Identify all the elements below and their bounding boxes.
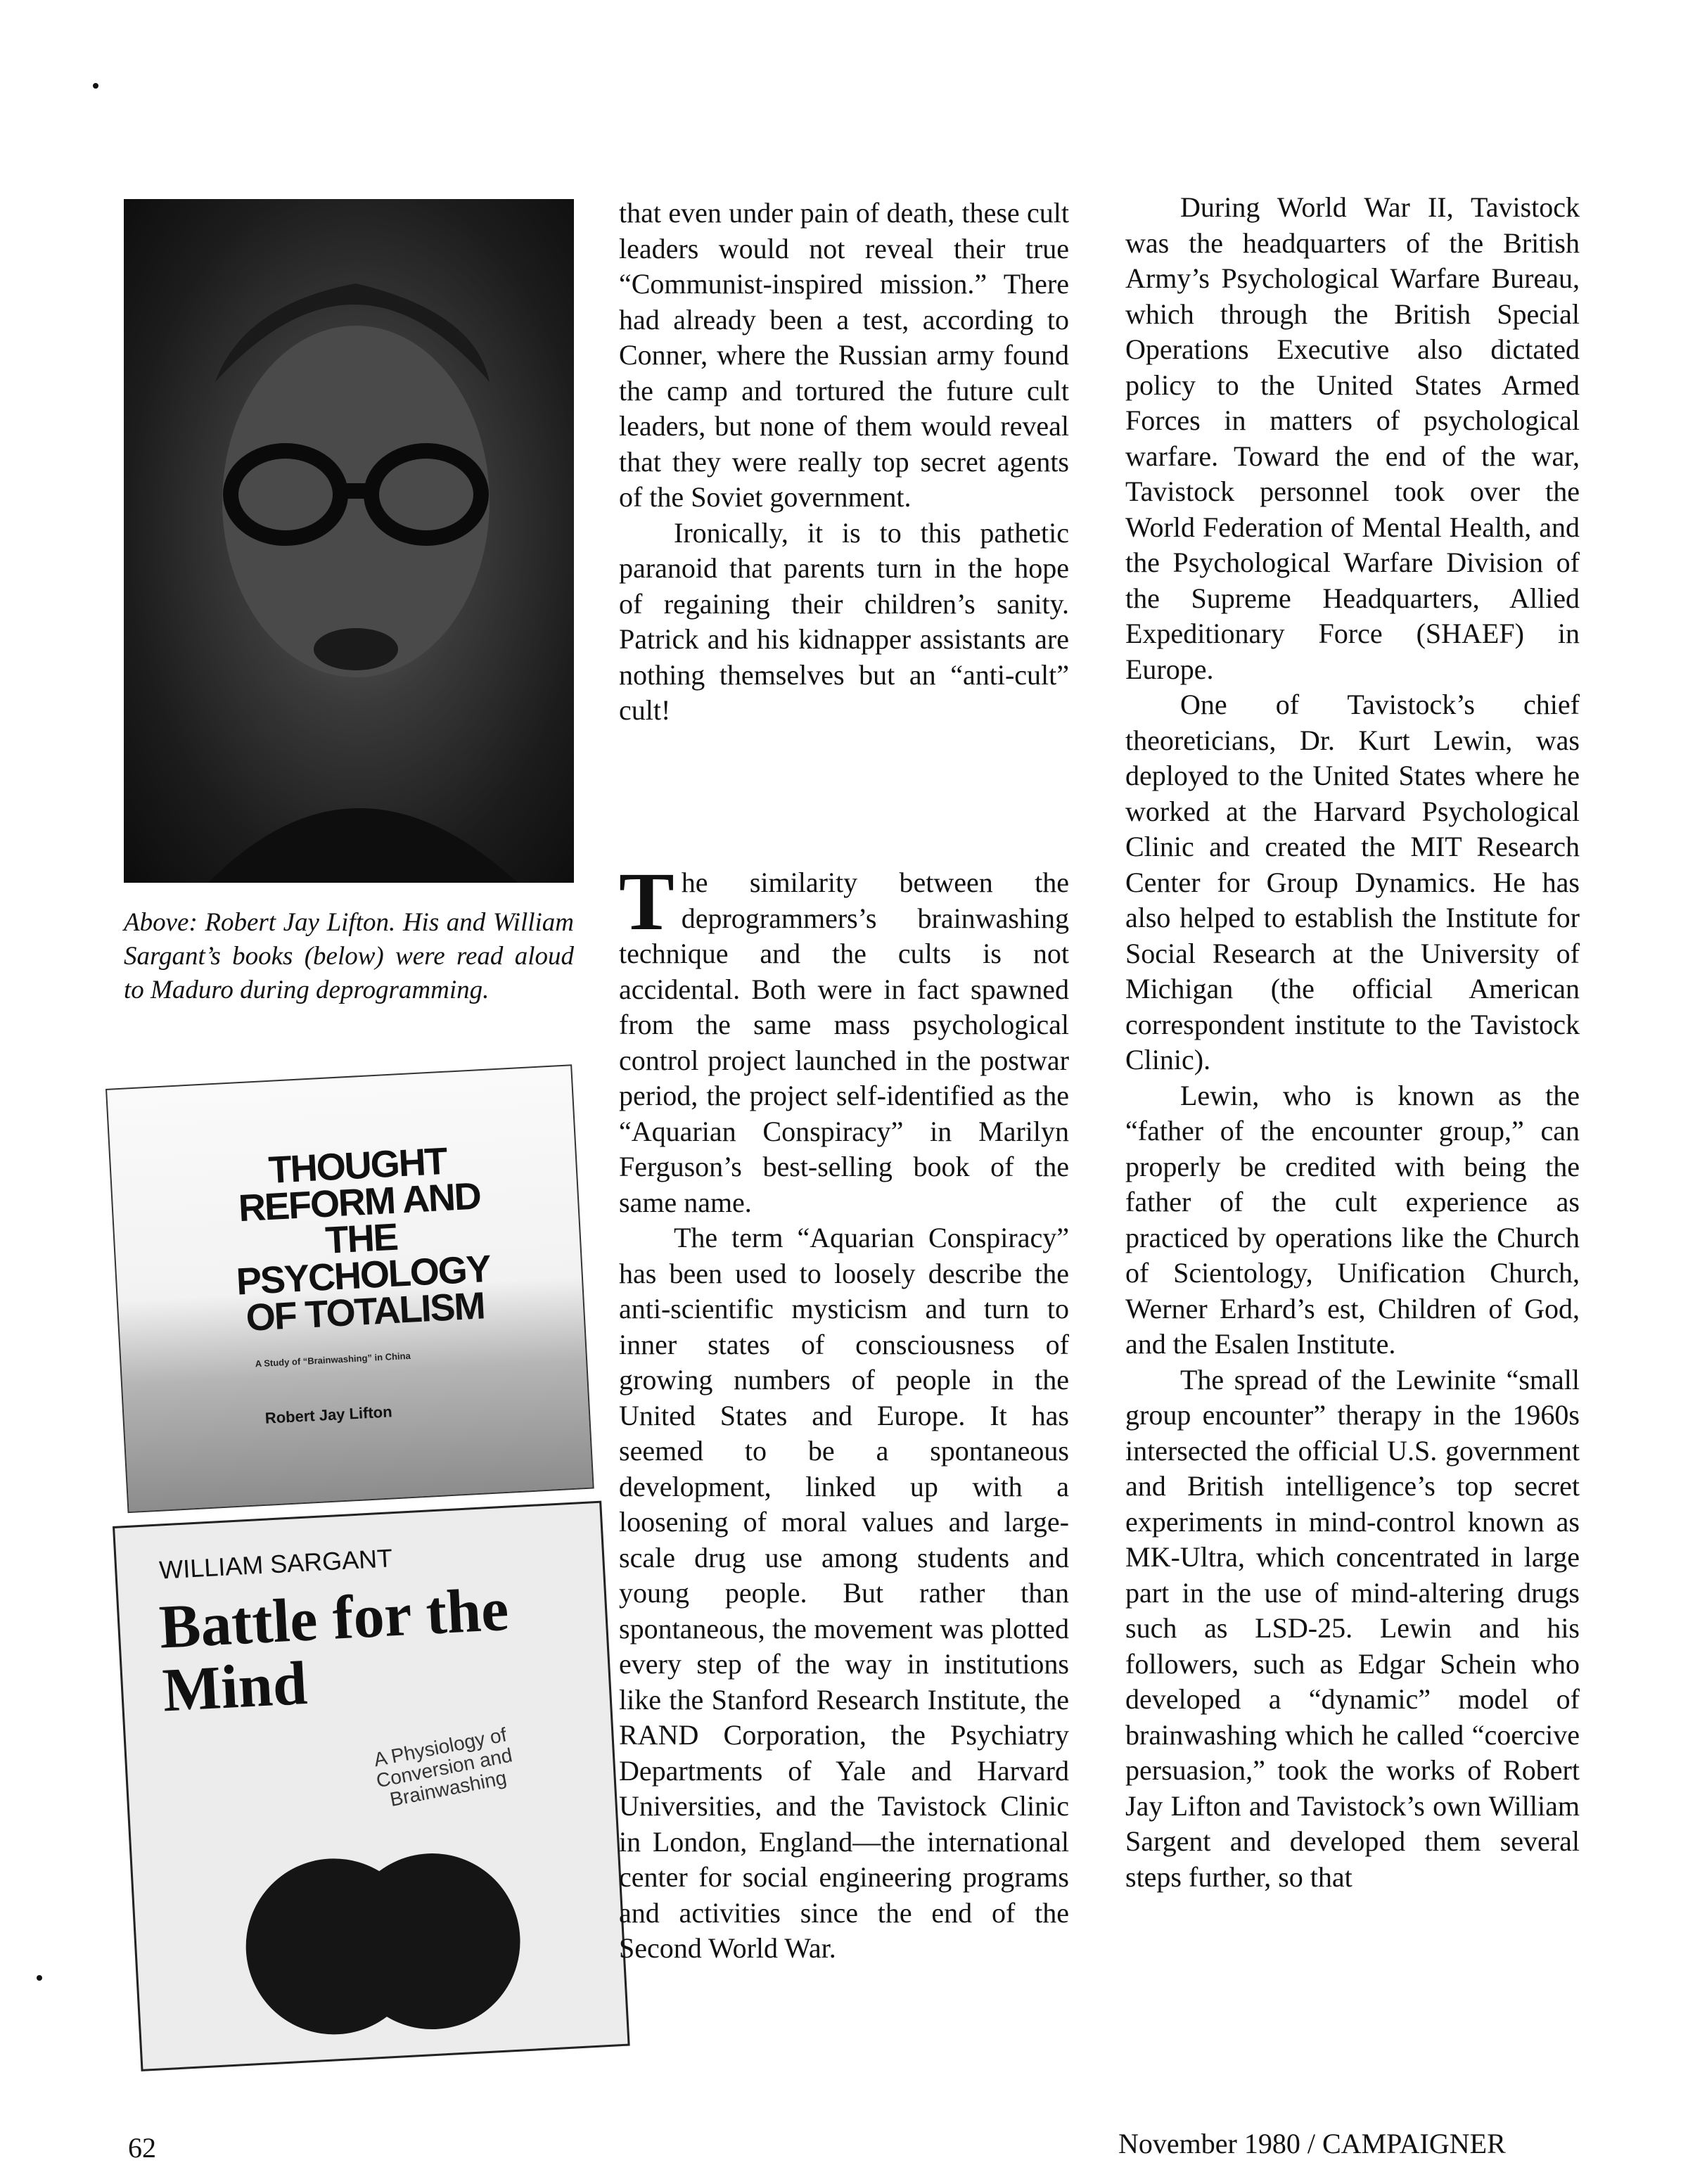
page-number: 62 (128, 2132, 156, 2164)
portrait-illustration (124, 199, 574, 883)
paragraph-text: he similarity between the deprogrammers’s brainwashing technique and the cults is not accidental. Both were in fact spawned from the same mass psychological control project launched in the postwar period, the project self-identified as the “Aquarian Conspiracy” in Marilyn Ferguson’s best-selling book of the same name. (619, 867, 1069, 1218)
paragraph: that even under pain of death, these cult leaders would not reveal their true “Communist-inspired mission.” There had already been a test, according to Conner, where the Russian army found the camp and tortured the future cult leaders, but none of them would reveal that they were really top secret agents of the Soviet government. (619, 197, 1069, 513)
scan-speck (93, 83, 98, 89)
paragraph (619, 855, 1069, 1220)
book-cover-battle-for-the-mind (113, 1501, 630, 2071)
paragraph: Ironically, it is to this pathetic paranoid that parents turn in the hope of regaining their children’s sanity. Patrick and his kidnapper assistants are nothing themselves but an “anti-cult” cult! (619, 516, 1069, 726)
book1-title: THOUGHT REFORM AND THE PSYCHOLOGY OF TOTALISM (235, 1139, 492, 1339)
scan-speck (37, 1975, 42, 1981)
photo-caption: Above: Robert Jay Lifton. His and William Sargant’s books (below) were read aloud to Maduro during deprogramming. (124, 908, 574, 1004)
paragraph: The term “Aquarian Conspiracy” has been used to loosely describe the anti-scientific mysticism and turn to inner states of consciousness of growing numbers of people in the United States and Europe. It has seemed to be a spontaneous development, linked up with a loosening of moral values and large-scale drug use among students and young people. But rather than spontaneous, the movement was plotted every step of the way in institutions like the Stanford Research Institute, the RAND Corporation, the Psychiatry Departments of Yale and Harvard Universities, and the Tavistock Clinic in London, England—the international center for social engineering programs and activities since the end of the Second World War. (619, 1222, 1069, 1964)
paragraph: One of Tavistock’s chief theoreticians, Dr. Kurt Lewin, was deployed to the United States where he worked at the Harvard Psychological Clinic and created the MIT Research Center for Group Dynamics. He has also helped to establish the Institute for Social Research at the University of Michigan (the official American correspondent institute to the Tavistock Clinic). (1125, 689, 1580, 1075)
paragraph: During World War II, Tavistock was the headquarters of the British Army’s Psychological Warfare Bureau, which through the British Special Operations Executive also dictated policy to the United States Armed Forces in matters of psychological warfare. Toward the end of the war, Tavistock personnel took over the World Federation of Mental Health, and the Psychological Warfare Division of the Supreme Headquarters, Allied Expeditionary Force (SHAEF) in Europe. (1125, 191, 1580, 685)
article-column-middle-top (619, 196, 1069, 729)
book1-subtitle: A Study of “Brainwashing” in China (255, 1350, 411, 1369)
book2-author: WILLIAM SARGANT (158, 1543, 394, 1585)
paragraph: Lewin, who is known as the “father of the encounter group,” can properly be credited with being the father of the cult experience as practiced by operations like the Church of Scientology, Unification Church, Werner Erhard’s est, Children of God, and the Esalen Institute. (1125, 1079, 1580, 1360)
book1-author: Robert Jay Lifton (264, 1403, 393, 1427)
running-footer-masthead: November 1980 / CAMPAIGNER (1118, 2128, 1506, 2159)
drop-cap: T (619, 855, 674, 947)
portrait-photo (124, 199, 574, 883)
book2-title: Battle for the Mind (158, 1575, 511, 1725)
paragraph: The spread of the Lewinite “small group encounter” therapy in the 1960s intersected the official U.S. government and British intelligence’s top secret experiments in mind-control known as MK-Ultra, which concentrated in large part in the use of mind-altering drugs such as LSD-25. Lewin and his followers, such as Edgar Schein who developed a “dynamic” model of brainwashing which he called “coercive persuasion,” took the works of Robert Jay Lifton and Tavistock’s own William Sargent and developed them several steps further, so that (1125, 1363, 1580, 1893)
article-column-middle-bottom (619, 855, 1069, 1967)
book2-subtitle: A Physiology of Conversion and Brainwashing (371, 1723, 514, 1811)
book2-circles-art (237, 1831, 529, 2057)
book-cover-thought-reform (106, 1064, 594, 1513)
article-column-right (1125, 190, 1580, 1895)
